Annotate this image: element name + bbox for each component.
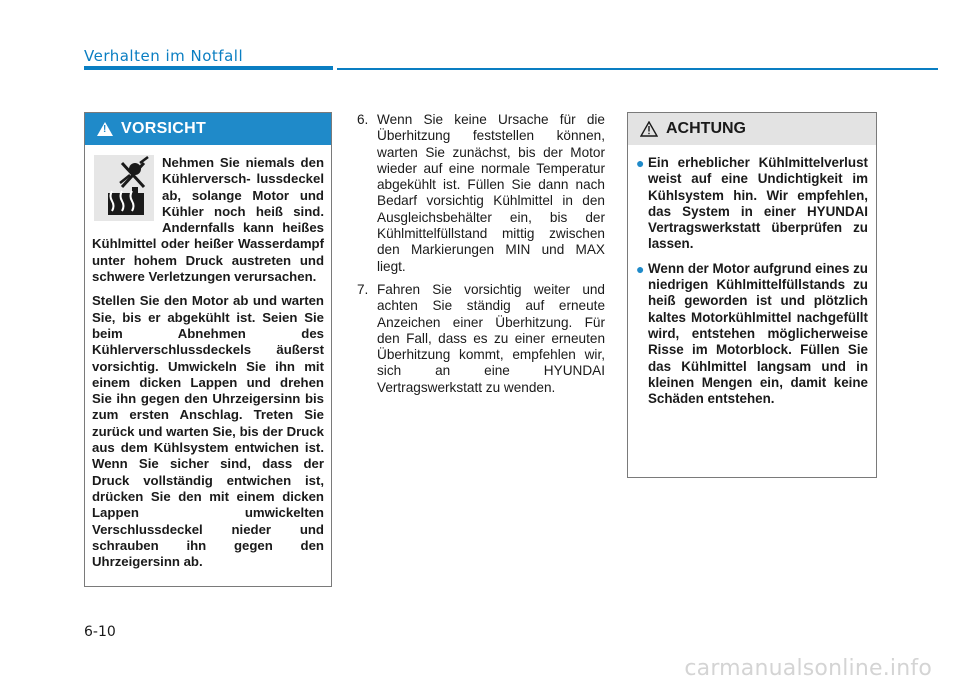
caution-paragraph-1: Nehmen Sie niemals den Kühlerversch- lussdeckel ab, solange Motor und Kühler noch heiß sind. Andernfalls kann heißes Kühlmittel oder heißer Wasserdampf unter hohem Druck austreten und schwere Verletzungen verursachen.	[92, 155, 324, 285]
list-item	[357, 112, 605, 275]
attention-box	[627, 112, 877, 478]
bullet-dot-icon: ●	[636, 155, 645, 171]
list-item	[357, 282, 605, 396]
step-number: 6.	[357, 112, 369, 127]
attention-label: ACHTUNG	[666, 120, 746, 137]
header-rule-thick	[84, 66, 333, 70]
list-item	[636, 155, 868, 253]
caution-body	[85, 145, 331, 570]
attention-body	[628, 145, 876, 407]
watermark: carmanualsonline.info	[684, 656, 932, 681]
caution-box	[84, 112, 332, 587]
header-rule-thin	[337, 68, 938, 70]
section-header-title: Verhalten im Notfall	[84, 47, 244, 65]
step-number: 7.	[357, 281, 369, 297]
bullet-text: Wenn der Motor aufgrund eines zu niedrigen Kühlmittelfüllstands zu heiß geworden ist und plötzlich kaltes Motorkühlmittel nachgefüllt wird, entstehen möglicherweise Risse im Motorblock. Füllen Sie das Kühlmittel langsam und in kleinen Mengen ein, damit keine Schäden entstehen.	[648, 260, 868, 407]
caution-header	[85, 113, 331, 145]
caution-paragraph-2: Stellen Sie den Motor ab und warten Sie, bis er abgekühlt ist. Seien Sie beim Abnehmen des Kühlerverschlussdeckels äußerst vorsichtig. Umwickeln Sie ihn mit einem dicken Lappen und drehen Sie ihn gegen den Uhrzeigersinn bis zum ersten Anschlag. Treten Sie zurück und warten Sie, bis der Druck aus dem Kühlsystem entwichen ist. Wenn Sie sicher sind, dass der Druck vollständig entwichen ist, drücken Sie den mit einem dicken Lappen umwickelten Verschlussdeckel nieder und schrauben ihn gegen den Uhrzeigersinn ab.	[92, 293, 324, 570]
bullet-dot-icon: ●	[636, 260, 645, 277]
caution-label: VORSICHT	[121, 120, 207, 137]
warning-triangle-icon	[97, 122, 113, 136]
step-text: Wenn Sie keine Ursache für die Überhitzung feststellen können, warten Sie zunächst, bis der Motor wieder auf eine normale Temperatur abgekühlt ist. Füllen Sie dann nach Bedarf vorsichtig Kühlmittel in den Ausgleichsbehälter ein, bis der Kühlmittelfüllstand mittig zwischen den Markierungen MIN und MAX liegt.	[377, 112, 605, 274]
page-number: 6-10	[84, 624, 116, 640]
bullet-text: Ein erheblicher Kühlmittelverlust weist auf eine Undichtigkeit im Kühlsystem hin. Wir empfehlen, das System in einer HYUNDAI Vertragswerkstatt überprüfen zu lassen.	[648, 155, 868, 252]
attention-header	[628, 113, 876, 145]
procedure-steps	[357, 112, 605, 403]
radiator-steam-icon	[94, 155, 154, 221]
warning-triangle-outline-icon	[640, 121, 658, 137]
list-item	[636, 261, 868, 408]
step-text: Fahren Sie vorsichtig weiter und achten Sie ständig auf erneute Anzeichen einer Überhitzung. Für den Fall, dass es zu einer erneuten Überhitzung kommt, empfehlen wir, sich an eine HYUNDAI Vertragswerkstatt zu wenden.	[377, 281, 605, 395]
